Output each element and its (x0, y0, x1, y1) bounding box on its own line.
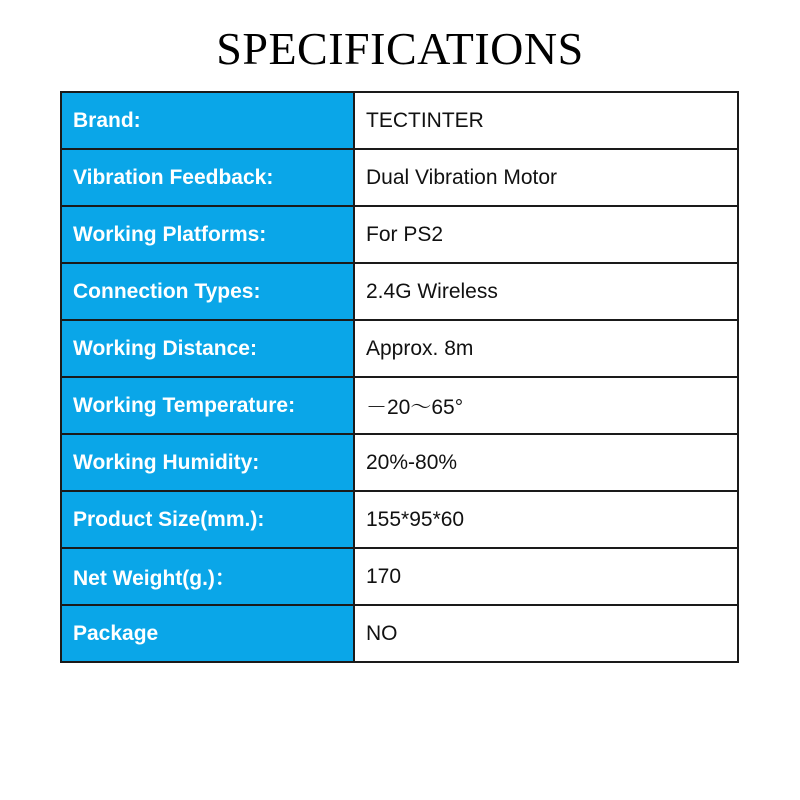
spec-value: 170 (354, 548, 738, 605)
spec-value: Dual Vibration Motor (354, 149, 738, 206)
page-title: SPECIFICATIONS (216, 23, 584, 74)
specifications-table (60, 91, 739, 663)
spec-label: Working Distance: (61, 320, 354, 377)
spec-label: Product Size(mm.): (61, 491, 354, 548)
spec-label: Working Humidity: (61, 434, 354, 491)
spec-value: TECTINTER (354, 92, 738, 149)
table-row (61, 377, 738, 434)
table-row (61, 491, 738, 548)
spec-label: Net Weight(g.)： (61, 548, 354, 605)
spec-label: Package (61, 605, 354, 662)
spec-label: Working Temperature: (61, 377, 354, 434)
table-row (61, 548, 738, 605)
table-row (61, 605, 738, 662)
spec-value: NO (354, 605, 738, 662)
spec-value: －20～65° (354, 377, 738, 434)
spec-label: Connection Types: (61, 263, 354, 320)
spec-value: 20%-80% (354, 434, 738, 491)
table-row (61, 149, 738, 206)
table-row (61, 92, 738, 149)
spec-label: Working Platforms: (61, 206, 354, 263)
spec-label: Brand: (61, 92, 354, 149)
spec-label: Vibration Feedback: (61, 149, 354, 206)
table-row (61, 263, 738, 320)
spec-value: For PS2 (354, 206, 738, 263)
spec-value: Approx. 8m (354, 320, 738, 377)
table-row (61, 434, 738, 491)
spec-value: 2.4G Wireless (354, 263, 738, 320)
table-row (61, 320, 738, 377)
table-row (61, 206, 738, 263)
spec-value: 155*95*60 (354, 491, 738, 548)
